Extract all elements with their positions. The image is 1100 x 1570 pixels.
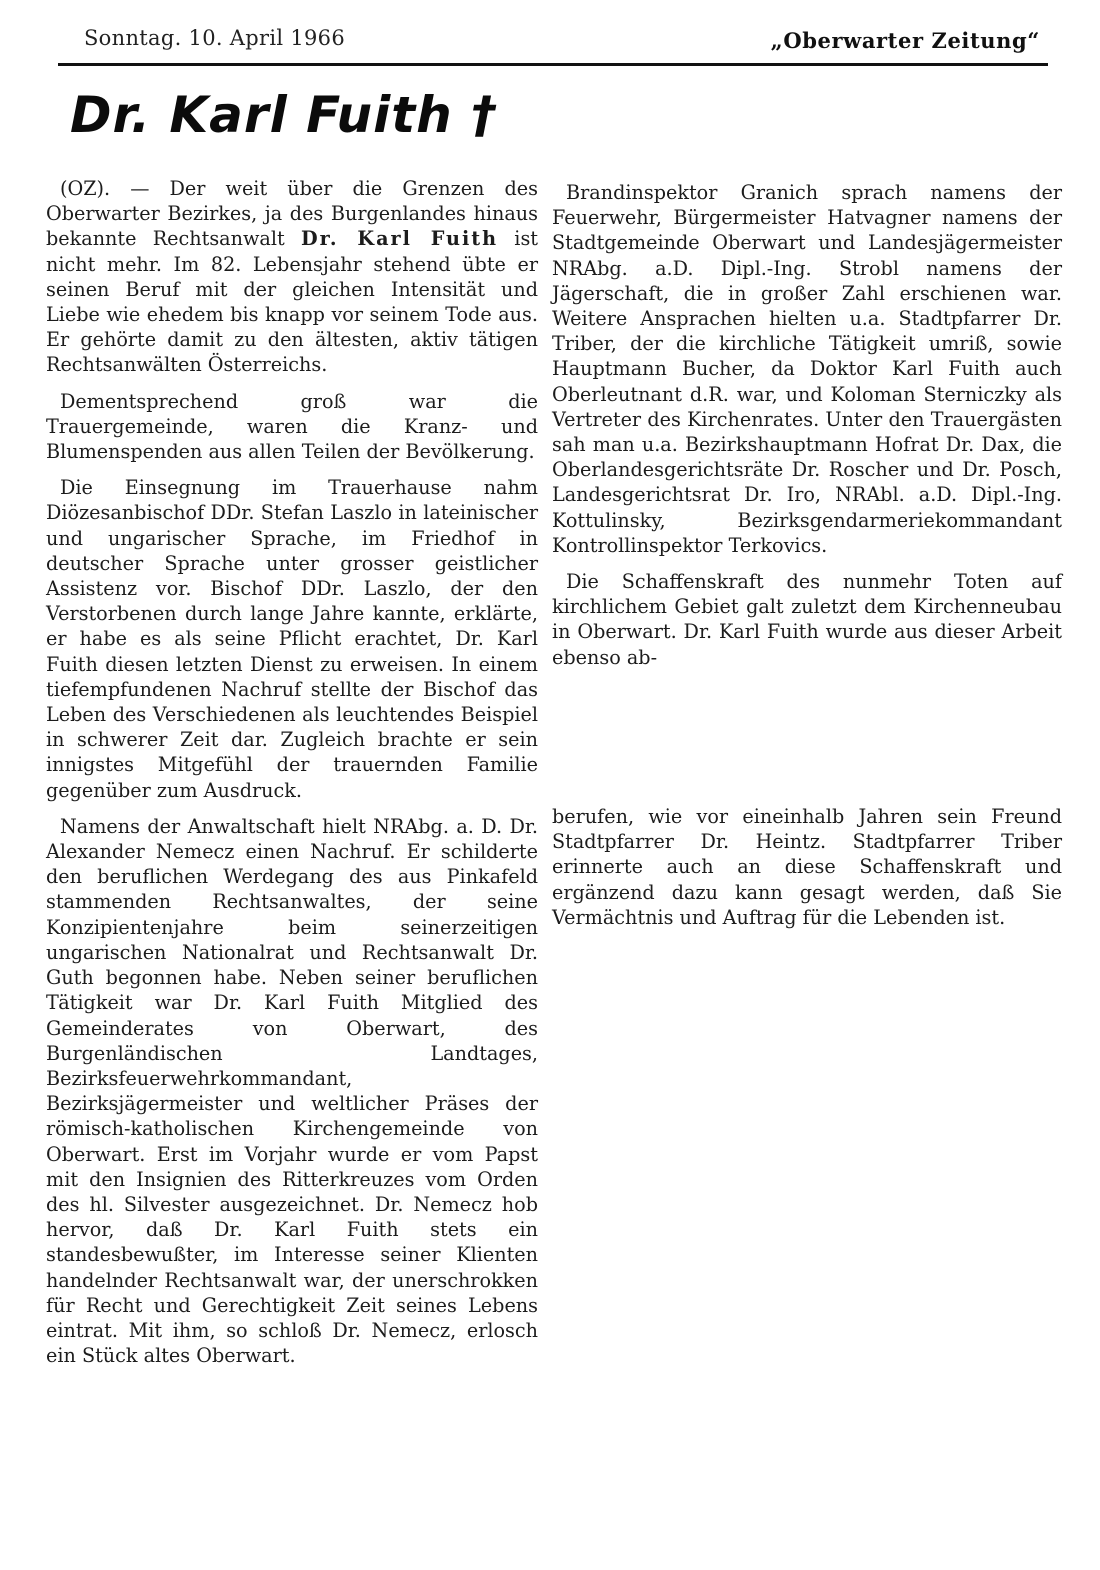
page-header xyxy=(58,24,1050,58)
paragraph-speakers: Brandinspektor Granich sprach namens der Feuerwehr, Bürgermeister Hatvagner namens der Stadtgemeinde Oberwart und Landesjägermeister NRAbg. a.D. Dipl.-Ing. Strobl namens der Jägerschaft, die in großer Zahl erschienen war. Weitere Ansprachen hielten u.a. Stadtpfarrer Dr. Triber, der die kirchliche Tätigkeit umriß, sowie Hauptmann Bucher, da Doktor Karl Fuith auch Oberleutnant d.R. war, und Koloman Sterniczky als Vertreter des Kirchenrates. Unter den Trauergästen sah man u.a. Bezirkshauptmann Hofrat Dr. Dax, die Oberlandesgerichtsräte Dr. Roscher und Dr. Posch, Landesgerichtsrat Dr. Iro, NRAbl. a.D. Dipl.-Ing. Kottulinsky, Bezirksgendarmeriekommandant Kontrollinspektor Terkovics. xyxy=(552,181,1062,557)
paragraph-continuation: berufen, wie vor eineinhalb Jahren sein Freund Stadtpfarrer Dr. Heintz. Stadtpfarrer Triber erinnerte auch an diese Schaffenskraft und ergänzend dazu kann gesagt werden, daß Sie Vermächtnis und Auftrag für die Lebenden ist. xyxy=(552,805,1062,929)
header-rule xyxy=(58,63,1048,66)
intro-text-cont: ist nicht mehr. Im 82. Lebensjahr stehend übte er seinen Beruf mit der gleichen Intensität und Liebe wie ehedem bis knapp vor seinem Tode aus. Er gehörte damit zu den ältesten, aktiv tätigen Rechtsanwälten Österreichs. xyxy=(46,227,539,377)
article-column-left xyxy=(46,176,538,1368)
article-column-right-continued xyxy=(552,804,1062,930)
paragraph-church-building: Die Schaffenskraft des nunmehr Toten auf kirchlichem Gebiet galt zuletzt dem Kirchenneubau in Oberwart. Dr. Karl Fuith wurde aus dieser Arbeit ebenso ab- xyxy=(552,570,1062,669)
newspaper-name: „Oberwarter Zeitung“ xyxy=(770,28,1040,53)
paragraph-eulogy: Namens der Anwaltschaft hielt NRAbg. a. D. Dr. Alexander Nemecz einen Nachruf. Er schilderte den beruflichen Werdegang des aus Pinkafeld stammenden Rechtsanwaltes, der seine Konzipientenjahre beim seinerzeitigen ungarischen Nationalrat und Rechtsanwalt Dr. Guth begonnen habe. Neben seiner beruflichen Tätigkeit war Dr. Karl Fuith Mitglied des Gemeinderates von Oberwart, des Burgenländischen Landtages, Bezirksfeuerwehrkommandant, Bezirksjägermeister und weltlicher Präses der römisch-katholischen Kirchengemeinde von Oberwart. Erst im Vorjahr wurde er vom Papst mit den Insignien des Ritterkreuzes vom Orden des hl. Silvester ausgezeichnet. Dr. Nemecz hob hervor, daß Dr. Karl Fuith stets ein standesbewußter, im Interesse seiner Klienten handelnder Rechtsanwalt war, der unerschrokken für Recht und Gerechtigkeit Zeit seines Lebens eintrat. Mit ihm, so schloß Dr. Nemecz, erlosch ein Stück altes Oberwart. xyxy=(46,814,538,1368)
article-column-right xyxy=(552,180,1062,670)
paragraph-mourners: Dementsprechend groß war die Trauergemeinde, waren die Kranz- und Blumenspenden aus allen Teilen der Bevölkerung. xyxy=(46,389,538,464)
issue-date: Sonntag. 10. April 1966 xyxy=(84,26,346,50)
article-title: Dr. Karl Fuith † xyxy=(70,86,498,144)
paragraph-intro xyxy=(46,176,538,378)
intro-text: (OZ). — Der weit über die Grenzen des Oberwarter Bezirkes, ja des Burgenlandes hinaus bekannte Rechtsanwalt xyxy=(46,177,538,251)
deceased-name: Dr. Karl Fuith xyxy=(300,227,499,251)
paragraph-consecration: Die Einsegnung im Trauerhause nahm Diözesanbischof DDr. Stefan Laszlo in lateinischer und ungarischer Sprache, im Friedhof in deutscher Sprache unter grosser geistlicher Assistenz vor. Bischof DDr. Laszlo, der den Verstorbenen durch lange Jahre kannte, erklärte, er habe es als seine Pflicht erachtet, Dr. Karl Fuith diesen letzten Dienst zu erweisen. In einem tiefempfundenen Nachruf stellte der Bischof das Leben des Verschiedenen als leuchtendes Beispiel in schwerer Zeit dar. Zugleich brachte er sein innigstes Mitgefühl der trauernden Familie gegenüber zum Ausdruck. xyxy=(46,476,538,802)
